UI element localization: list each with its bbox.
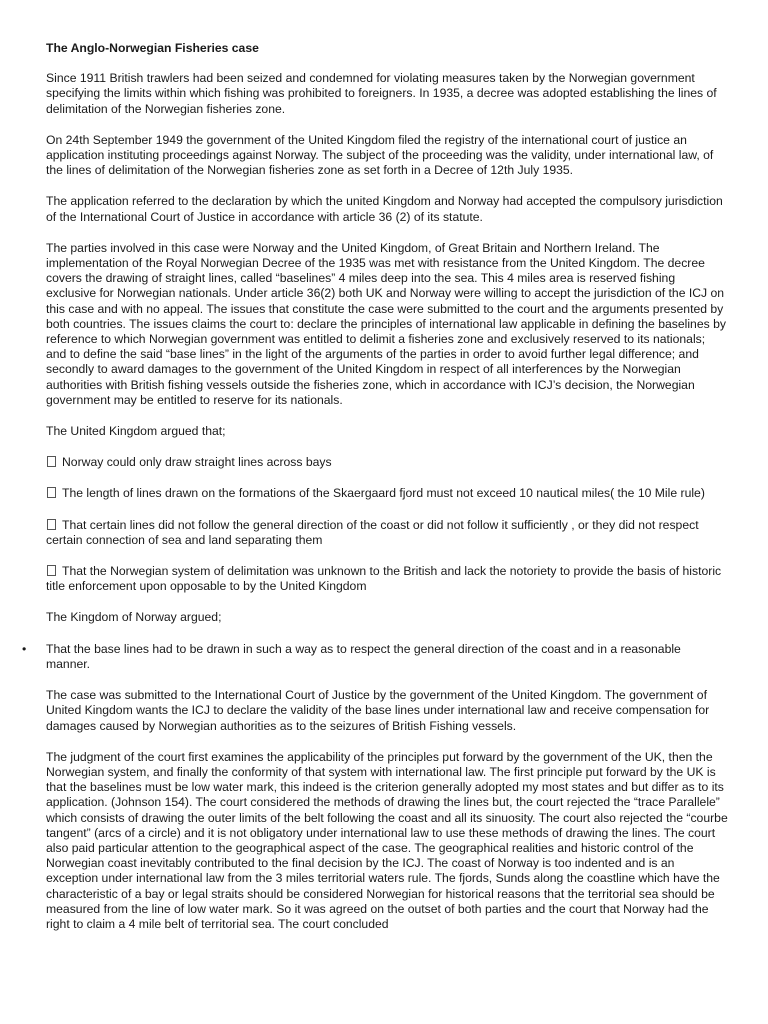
uk-argument-text: The length of lines drawn on the formations of the Skaergaard fjord must not exceed 10 nautical miles( the 10 Mile rule)	[62, 486, 705, 501]
uk-argument-item	[46, 518, 728, 548]
paragraph: Since 1911 British trawlers had been seized and condemned for violating measures taken by the Norwegian government specifying the limits within which fishing was prohibited to foreigners. In 1935, a decree was adopted establishing the lines of delimitation of the Norwegian fisheries zone.	[46, 71, 717, 116]
document-page	[22, 41, 728, 948]
uk-argument-text: That certain lines did not follow the general direction of the coast or did not follow it sufficiently , or they did not respect certain connection of sea and land separating them	[46, 517, 699, 547]
uk-argument-item	[46, 455, 728, 470]
missing-glyph-icon	[47, 519, 56, 530]
norway-heading: The Kingdom of Norway argued;	[46, 610, 222, 625]
uk-argument-text: Norway could only draw straight lines across bays	[62, 455, 332, 470]
paragraph: The judgment of the court first examines the applicability of the principles put forward by the government of the UK, then the Norwegian system, and finally the conformity of that system with international law. The first principle put forward by the UK is that the baselines must be low water mark, this indeed is the criterion generally adopted my most states and but differ as to its application. (Johnson 154). The court considered the methods of drawing the lines but, the court rejected the “trace Parallele” which consists of drawing the outer limits of the belt following the coast and all its sinuosity. The court also rejected the “courbe tangent” (arcs of a circle) and it is not obligatory under international law to use these methods of drawing the lines. The court also paid particular attention to the geographical aspect of the case. The geographical realities and historic control of the Norwegian coast inevitably contributed to the final decision by the ICJ. The coast of Norway is too indented and is an exception under international law from the 3 miles territorial waters rule. The fjords, Sunds along the coastline which have the characteristic of a bay or legal straits should be considered Norwegian for historical reasons that the territorial sea should be measured from the line of low water mark. So it was agreed on the outset of both parties and the court that Norway had the right to claim a 4 mile belt of territorial sea. The court concluded	[46, 749, 728, 931]
paragraph: The application referred to the declaration by which the united Kingdom and Norway had accepted the compulsory jurisdiction of the International Court of Justice in accordance with article 36 (2) of its statute.	[46, 194, 723, 224]
paragraph: On 24th September 1949 the government of the United Kingdom filed the registry of the international court of justice an application instituting proceedings against Norway. The subject of the proceeding was the validity, under international law, of the lines of delimitation of the Norwegian fisheries zone as set forth in a Decree of 12th July 1935.	[46, 132, 714, 178]
uk-argument-text: That the Norwegian system of delimitation was unknown to the British and lack the notoriety to provide the basis of historic title enforcement upon opposable to by the United Kingdom	[46, 564, 722, 594]
missing-glyph-icon	[47, 456, 56, 467]
missing-glyph-icon	[47, 487, 56, 498]
bullet-icon: •	[22, 641, 27, 656]
paragraph: The United Kingdom argued that;	[46, 424, 226, 439]
uk-argument-item	[46, 564, 728, 594]
missing-glyph-icon	[47, 565, 56, 576]
paragraph: The parties involved in this case were Norway and the United Kingdom, of Great Britain and Northern Ireland. The implementation of the Royal Norwegian Decree of the 1935 was met with resistance from the United Kingdom. The decree covers the drawing of straight lines, called “baselines” 4 miles deep into the sea. This 4 miles area is reserved fishing exclusive for Norwegian nationals. Under article 36(2) both UK and Norway were willing to accept the jurisdiction of the ICJ on this case and with no appeal. The issues that constitute the case were submitted to the court and the arguments presented by both countries. The issues claims the court to: declare the principles of international law applicable in defining the baselines by reference to which Norwegian government was entitled to delimit a fisheries zone and exclusively reserved to its nationals; and to define the said “base lines” in the light of the arguments of the parties in order to avoid further legal difference; and secondly to award damages to the government of the United Kingdom in respect of all interferences by the Norwegian authorities with British fishing vessels outside the fisheries zone, which in accordance with ICJ’s decision, the Norwegian government may be entitled to reserve for its nationals.	[46, 240, 726, 407]
paragraph: The case was submitted to the International Court of Justice by the government of the United Kingdom. The government of United Kingdom wants the ICJ to declare the validity of the base lines under international law and receive compensation for damages caused by Norwegian authorities as to the seizures of British Fishing vessels.	[46, 688, 710, 733]
norway-argument-item	[22, 641, 728, 672]
uk-argument-item	[46, 486, 728, 501]
norway-argument-text: That the base lines had to be drawn in such a way as to respect the general direction of the coast and in a reasonable manner.	[46, 641, 681, 671]
document-title: The Anglo-Norwegian Fisheries case	[46, 41, 259, 55]
